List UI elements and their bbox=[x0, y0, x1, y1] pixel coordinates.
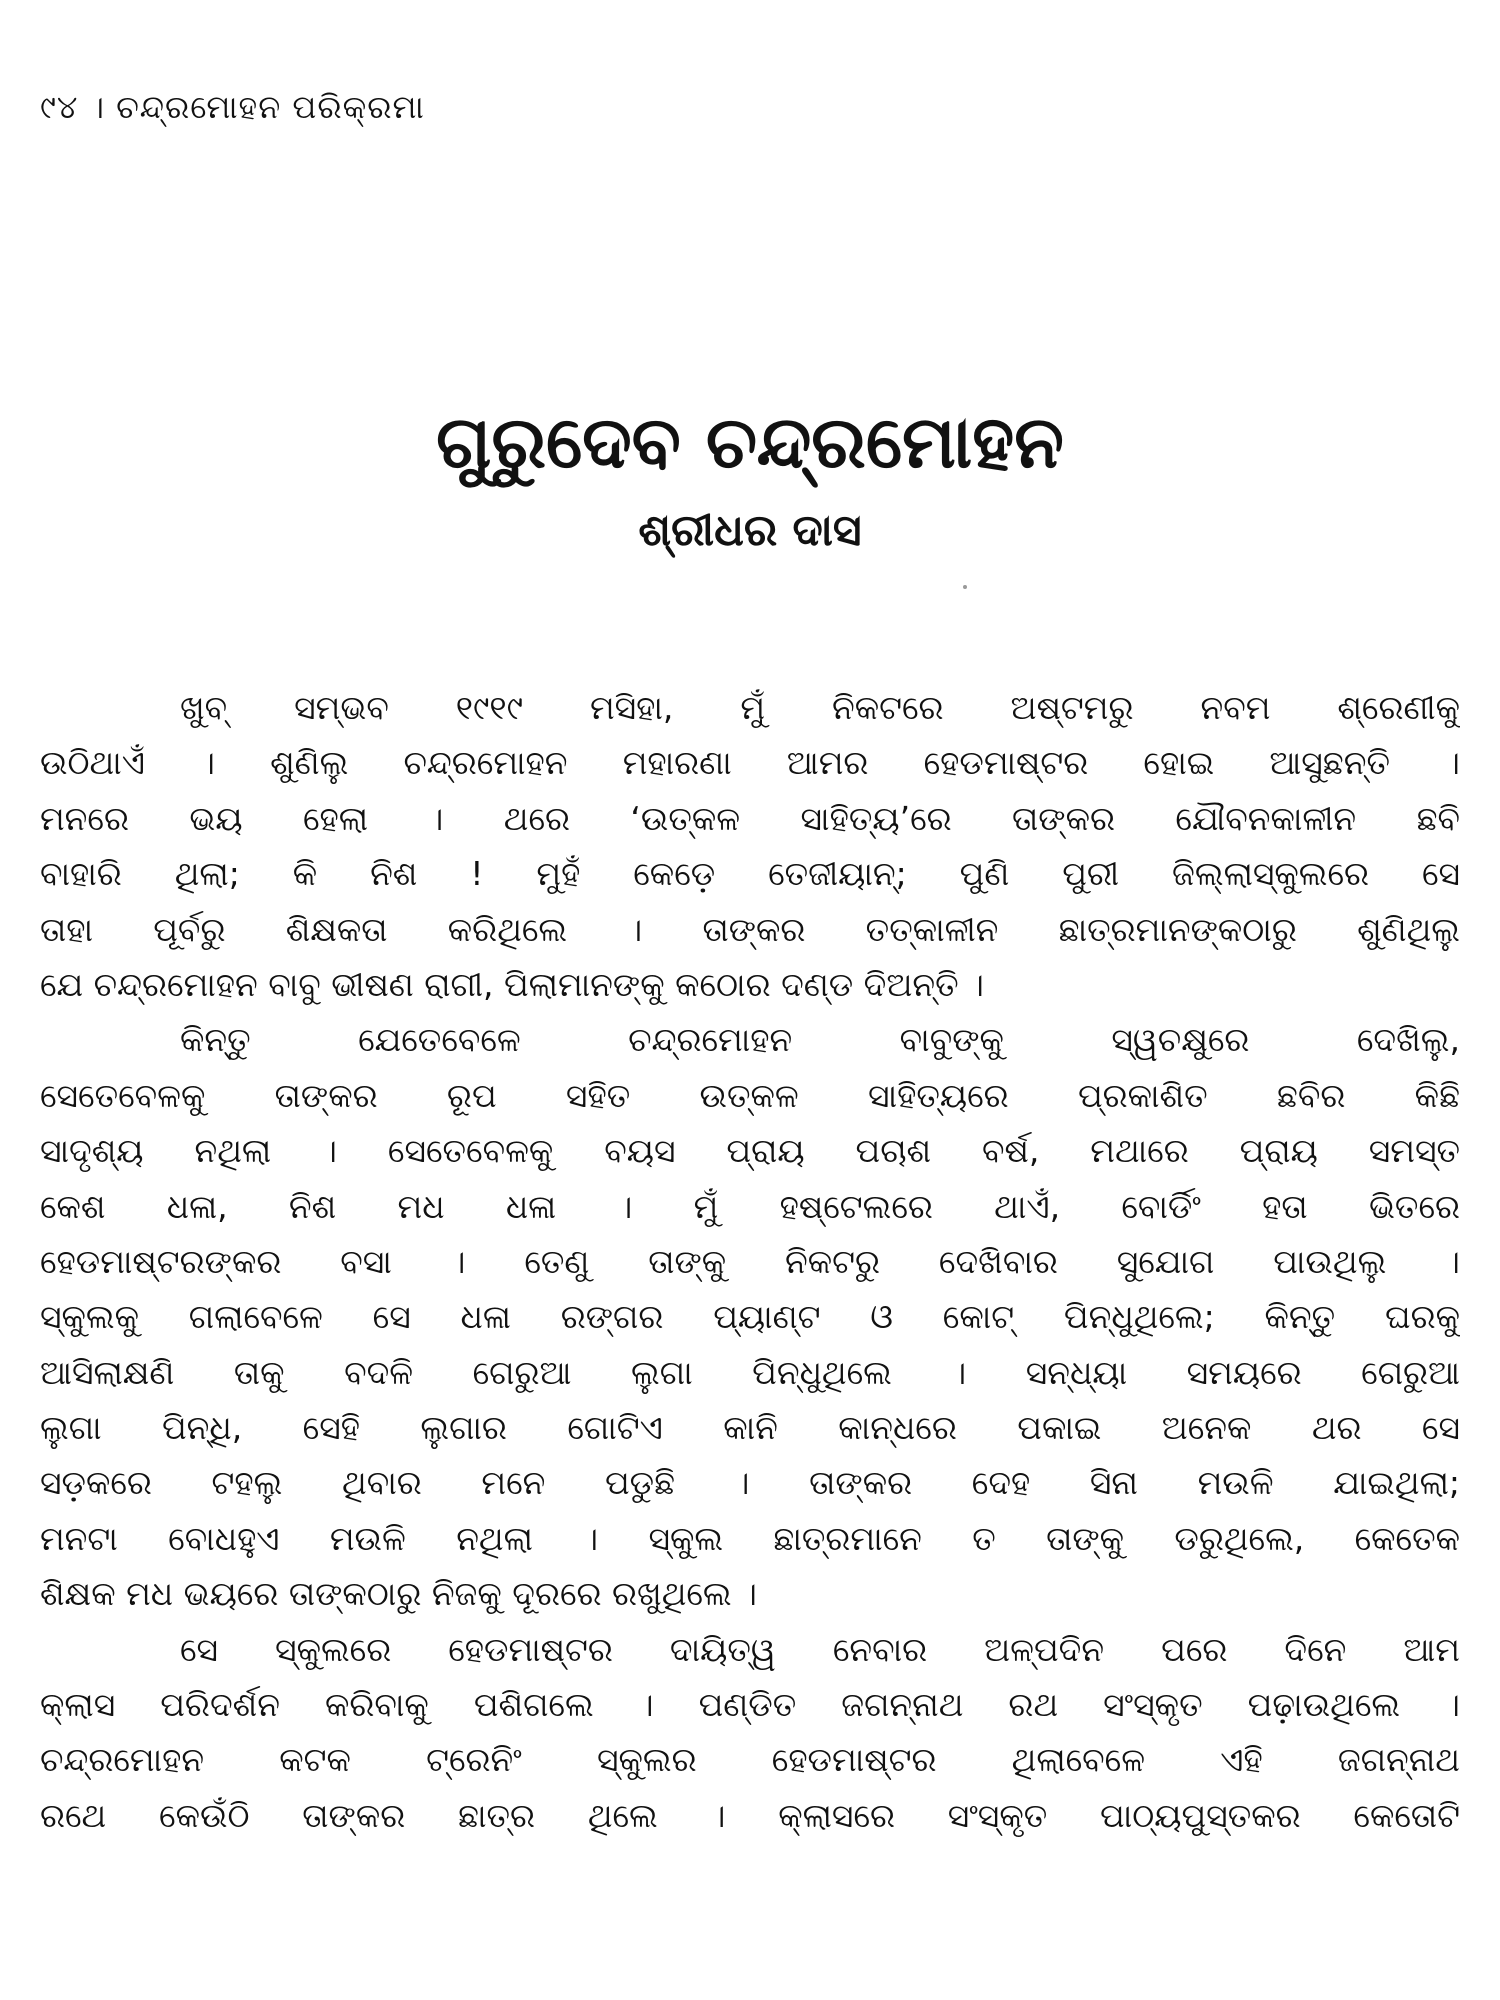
text-line: ଯେ ଚନ୍ଦ୍ରମୋହନ ବାବୁ ଭୀଷଣ ରାଗୀ, ପିଲାମାନଙ୍କୁ କଠୋର ଦଣ୍ଡ ଦିଅନ୍ତି । bbox=[40, 964, 985, 1004]
text-line: ସ୍କୁଲକୁ ଗଲାବେଳେ ସେ ଧଳା ରଙ୍ଗର ପ୍ୟାଣ୍ଟ ଓ କୋଟ୍ ପିନ୍ଧୁଥିଲେ; କିନ୍ତୁ ଘରକୁ bbox=[40, 1297, 1460, 1337]
text-line: ଶିକ୍ଷକ ମଧ ଭୟରେ ତାଙ୍କଠାରୁ ନିଜକୁ ଦୂରରେ ରଖୁଥିଲେ । bbox=[40, 1574, 757, 1614]
text-line: ତାହା ପୂର୍ବରୁ ଶିକ୍ଷକତା କରିଥିଲେ । ତାଙ୍କର ତତ୍କାଳୀନ ଛାତ୍ରମାନଙ୍କଠାରୁ ଶୁଣିଥିଲୁ bbox=[40, 909, 1460, 949]
author-name: ଶ୍ରୀଧର ଦାସ bbox=[638, 505, 862, 556]
text-line: ସାଦୃଶ୍ୟ ନଥିଲା । ସେତେବେଳକୁ ବୟସ ପ୍ରାୟ ପଚାଶ ବର୍ଷ, ମଥାରେ ପ୍ରାୟ ସମସ୍ତ bbox=[40, 1131, 1460, 1171]
text-line: ସେତେବେଳକୁ ତାଙ୍କର ରୂପ ସହିତ ଉତ୍କଳ ସାହିତ୍ୟରେ ପ୍ରକାଶିତ ଛବିର କିଛି bbox=[40, 1075, 1460, 1115]
text-line: ହେଡମାଷ୍ଟରଙ୍କର ବସା । ତେଣୁ ତାଙ୍କୁ ନିକଟରୁ ଦେଖିବାର ସୁଯୋଗ ପାଉଥିଲୁ । bbox=[40, 1241, 1460, 1281]
text-line: ସେ ସ୍କୁଲରେ ହେଡମାଷ୍ଟର ଦାୟିତ୍ୱ ନେବାର ଅଳ୍ପଦିନ ପରେ ଦିନେ ଆମ bbox=[180, 1629, 1460, 1669]
text-line: କ୍ଲାସ ପରିଦର୍ଶନ କରିବାକୁ ପଶିଗଲେ । ପଣ୍ଡିତ ଜଗନ୍ନାଥ ରଥ ସଂସ୍କୃତ ପଢ଼ାଉଥିଲେ । bbox=[40, 1685, 1460, 1725]
text-line: କିନ୍ତୁ ଯେତେବେଳେ ଚନ୍ଦ୍ରମୋହନ ବାବୁଙ୍କୁ ସ୍ୱଚକ୍ଷୁରେ ଦେଖିଲୁ, bbox=[180, 1020, 1460, 1060]
text-line: କେଶ ଧଳା, ନିଶ ମଧ ଧଳା । ମୁଁ ହଷ୍ଟେଲରେ ଥାଏଁ, ବୋର୍ଡିଂ ହତା ଭିତରେ bbox=[40, 1186, 1460, 1226]
text-line: ଲୁଗା ପିନ୍ଧି, ସେହି ଲୁଗାର ଗୋଟିଏ କାନି କାନ୍ଧରେ ପକାଇ ଅନେକ ଥର ସେ bbox=[40, 1408, 1460, 1448]
text-line: ସଡ଼କରେ ଟହଲୁ ଥିବାର ମନେ ପଡୁଛି । ତାଙ୍କର ଦେହ ସିନା ମଉଳି ଯାଇଥିଲା; bbox=[40, 1463, 1460, 1503]
text-line: ମନରେ ଭୟ ହେଲା । ଥରେ ‘ଉତ୍କଳ ସାହିତ୍ୟ’ରେ ତାଙ୍କର ଯୌବନକାଳୀନ ଛବି bbox=[40, 798, 1460, 838]
running-header: ୯୪ । ଚନ୍ଦ୍ରମୋହନ ପରିକ୍ରମା bbox=[40, 88, 425, 126]
text-line: ରଥେ କେଉଁଠି ତାଙ୍କର ଛାତ୍ର ଥିଲେ । କ୍ଲାସରେ ସଂସ୍କୃତ ପାଠ୍ୟପୁସ୍ତକର କେତୋଟି bbox=[40, 1795, 1460, 1835]
text-line: ବାହାରି ଥିଲା; କି ନିଶ ! ମୁହଁ କେଡ଼େ ତେଜୀୟାନ୍; ପୁଣି ପୁରୀ ଜିଲ୍ଲାସ୍କୁଲରେ ସେ bbox=[40, 854, 1460, 894]
text-line: ଚନ୍ଦ୍ରମୋହନ କଟକ ଟ୍ରେନିଂ ସ୍କୁଲର ହେଡମାଷ୍ଟର ଥିଲାବେଳେ ଏହି ଜଗନ୍ନାଥ bbox=[40, 1740, 1460, 1780]
scan-speck bbox=[963, 585, 967, 589]
body-text bbox=[40, 680, 1460, 1843]
text-line: ମନଟା ବୋଧହୁଏ ମଉଳି ନଥିଲା । ସ୍କୁଲ ଛାତ୍ରମାନେ ତ ତାଙ୍କୁ ଡରୁଥିଲେ, କେତେକ bbox=[40, 1518, 1460, 1558]
chapter-title: ଗୁରୁଦେବ ଚନ୍ଦ୍ରମୋହନ bbox=[436, 400, 1064, 484]
text-line: ଆସିଲାକ୍ଷଣି ତାକୁ ବଦଳି ଗେରୁଆ ଲୁଗା ପିନ୍ଧୁଥିଲେ । ସନ୍ଧ୍ୟା ସମୟରେ ଗେରୁଆ bbox=[40, 1352, 1460, 1392]
text-line: ଖୁବ୍ ସମ୍ଭବ ୧୯୧୯ ମସିହା, ମୁଁ ନିକଟରେ ଅଷ୍ଟମରୁ ନବମ ଶ୍ରେଣୀକୁ bbox=[180, 688, 1460, 727]
text-line: ଉଠିଥାଏଁ । ଶୁଣିଲୁ ଚନ୍ଦ୍ରମୋହନ ମହାରଣା ଆମର ହେଡମାଷ୍ଟର ହୋଇ ଆସୁଛନ୍ତି । bbox=[40, 743, 1460, 783]
